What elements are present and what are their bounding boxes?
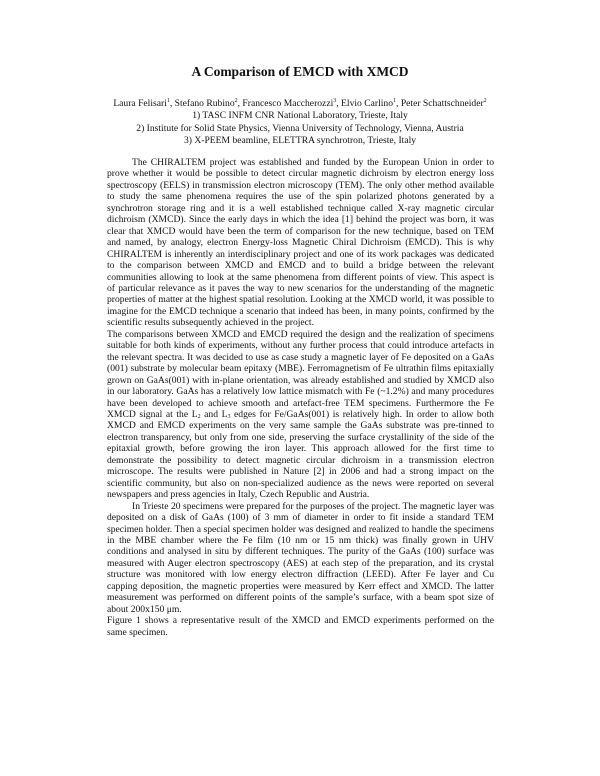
subscript-2: 2: [197, 413, 201, 420]
author-separator: ,: [237, 98, 243, 109]
paragraph-specimen-design: [107, 329, 494, 501]
paragraph-text: The comparisons between XMCD and EMCD required the design and the realization of specimens suitable for both kinds of experiments, without any further process that could introduce artefacts in the relevant spectra. It was decided to use as case study a magnetic layer of Fe deposited on a GaAs (001) substrate by molecular beam epitaxy (MBE). Ferromagnetism of Fe ultrathin films epitaxially grown on GaAs(001) with in-plane orientation, was already established and studied by XMCD also in our laboratory. GaAs has a relatively low lattice mismatch with Fe (~1.2%) and many procedures have been developed to achieve smooth and artefact-free TEM specimens. Furthermore the Fe XMCD signal at the L: [107, 328, 494, 420]
paragraph-text: and L: [200, 408, 228, 420]
affiliation-1: 1) TASC INFM CNR National Laboratory, Trieste, Italy: [192, 110, 408, 122]
paragraph-intro: The CHIRALTEM project was established and funded by the European Union in order to prove whether it would be possible to detect circular magnetic dichroism by electron energy loss spectroscopy (EELS) in transmission electron microscopy (TEM). The only other method available to study the same phenomena requires the use of the spin polarized photons generated by a synchrotron storage ring and it is a well established technique called X-ray magnetic circular dichroism (XMCD). Since the early days in which the idea [1] behind the project was born, it was clear that XMCD would have been the term of comparison for the new technique, based on TEM and named, by analogy, electron Energy-loss Magnetic Chiral Dichroism (EMCD). This is why CHIRALTEM is inherently an interdisciplinary project and one of its work packages was dedicated to the comparison between XMCD and EMCD and to build a bridge between the relevant communities allowing to look at the same phenomena from different points of view. This aspect is of particular relevance as it paves the way to new scenarios for the understanding of the magnetic properties of matter at the highest spatial resolution. Looking at the XMCD world, it was possible to imagine for the EMCD technique a scenario that indeed has been, in many points, confirmed by the scientific results subsequently achieved in the project.: [107, 157, 494, 329]
author-name: Stefano Rubino: [174, 98, 235, 109]
author-block: [0, 98, 600, 148]
author-name: Peter Schattschneider: [400, 98, 484, 109]
author-name: Elvio Carlino: [341, 98, 394, 109]
paragraph-text: edges for Fe/GaAs(001) is relatively high. In order to allow both XMCD and EMCD experiments on the very same sample the GaAs substrate was pre-tinned to electron transparency, but only from one side, preserving the surface crystallinity of the side of the epitaxial growth, before growing the iron layer. This approach allowed for the first time to demonstrate the possibility to detect magnetic circular dichroism in a transmission electron microscope. The results were published in Nature [2] in 2006 and had a strong impact on the scientific community, but also on non-specialized audience as the news were reported on several newspapers and press agencies in Italy, Czech Republic and Austria.: [107, 408, 494, 501]
paragraph-trieste-specimens: In Trieste 20 specimens were prepared for the purposes of the project. The magnetic layer was deposited on a disk of GaAs (100) of 3 mm of diameter in order to fit inside a standard TEM specimen holder. Then a special specimen holder was designed and realized to handle the specimens in the MBE chamber where the Fe film (10 nm or 15 nm thick) was finally grown in UHV conditions and analysed in situ by different techniques. The purity of the GaAs (100) surface was measured with Auger electron spectroscopy (AES) at each step of the preparation, and its crystal structure was monitored with low energy electron diffraction (LEED). After Fe layer and Cu capping deposition, the magnetic properties were measured by Kerr effect and XMCD. The latter measurement was performed on different points of the sample’s surface, with a beam spot size of about 200x150 μm.: [107, 500, 494, 615]
author-name: Laura Felisari: [113, 98, 167, 109]
author-affiliation-mark: 1: [393, 98, 397, 104]
author-affiliation-mark: 3: [333, 98, 337, 104]
author-affiliation-mark: 1: [166, 98, 170, 104]
paragraph-figure-reference: Figure 1 shows a representative result of the XMCD and EMCD experiments performed on the same specimen.: [107, 615, 494, 638]
author-separator: ,: [169, 98, 175, 109]
paper-body: [107, 157, 494, 638]
author-separator: ,: [396, 98, 401, 109]
affiliation-2: 2) Institute for Solid State Physics, Vienna University of Technology, Vienna, Austria: [136, 122, 464, 134]
author-affiliation-mark: 2: [483, 98, 487, 104]
subscript-3: 3: [227, 413, 231, 420]
author-list: [0, 98, 600, 110]
paper-title: A Comparison of EMCD with XMCD: [191, 64, 409, 79]
affiliation-3: 3) X-PEEM beamline, ELETTRA synchrotron, Trieste, Italy: [183, 135, 417, 147]
author-separator: ,: [336, 98, 342, 109]
author-name: Francesco Maccherozzi: [242, 98, 334, 109]
author-affiliation-mark: 2: [234, 98, 238, 104]
